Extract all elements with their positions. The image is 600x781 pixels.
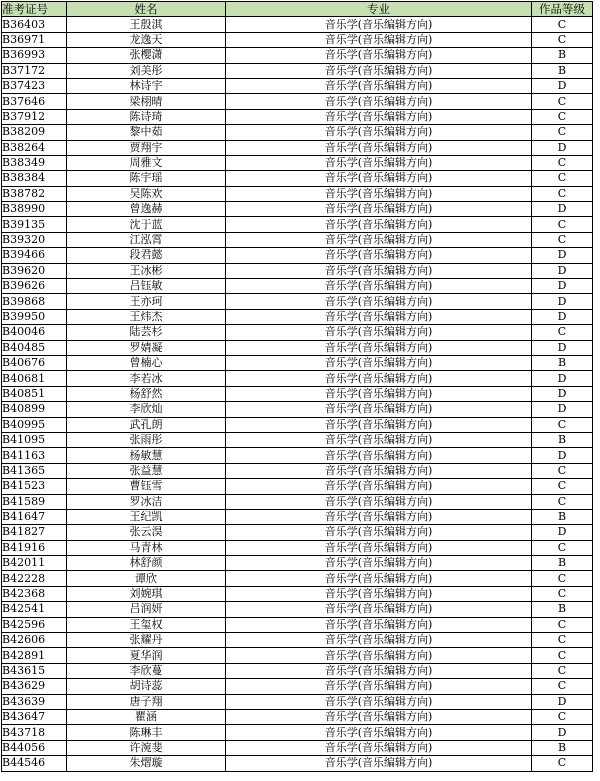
- cell-name: 杨敏慧: [67, 448, 226, 463]
- cell-major: 音乐学(音乐编辑方向): [226, 48, 532, 63]
- cell-name: 张樱潇: [67, 48, 226, 63]
- table-row: [2, 232, 593, 247]
- cell-exam-id: B41589: [2, 494, 67, 509]
- cell-grade: C: [532, 494, 593, 509]
- cell-name: 杨舒然: [67, 386, 226, 401]
- cell-exam-id: B43629: [2, 679, 67, 694]
- cell-name: 曹钰雪: [67, 479, 226, 494]
- cell-name: 吕钰敏: [67, 279, 226, 294]
- cell-exam-id: B38264: [2, 140, 67, 155]
- table-row: [2, 740, 593, 755]
- cell-grade: C: [532, 540, 593, 555]
- cell-major: 音乐学(音乐编辑方向): [226, 340, 532, 355]
- cell-major: 音乐学(音乐编辑方向): [226, 355, 532, 370]
- cell-major: 音乐学(音乐编辑方向): [226, 217, 532, 232]
- cell-exam-id: B38990: [2, 202, 67, 217]
- cell-name: 黎中茹: [67, 125, 226, 140]
- cell-grade: C: [532, 709, 593, 724]
- table-row: [2, 294, 593, 309]
- cell-major: 音乐学(音乐编辑方向): [226, 140, 532, 155]
- cell-major: 音乐学(音乐编辑方向): [226, 63, 532, 78]
- cell-grade: D: [532, 725, 593, 740]
- table-row: [2, 340, 593, 355]
- cell-major: 音乐学(音乐编辑方向): [226, 509, 532, 524]
- cell-exam-id: B42368: [2, 586, 67, 601]
- table-row: [2, 402, 593, 417]
- table-body: [2, 17, 593, 771]
- table-row: [2, 648, 593, 663]
- cell-grade: C: [532, 479, 593, 494]
- cell-exam-id: B39868: [2, 294, 67, 309]
- cell-grade: C: [532, 756, 593, 771]
- cell-exam-id: B39626: [2, 279, 67, 294]
- cell-name: 瞿涵: [67, 709, 226, 724]
- cell-exam-id: B43639: [2, 694, 67, 709]
- cell-name: 陈诗琦: [67, 109, 226, 124]
- cell-exam-id: B36971: [2, 32, 67, 47]
- cell-grade: D: [532, 525, 593, 540]
- cell-major: 音乐学(音乐编辑方向): [226, 109, 532, 124]
- cell-grade: C: [532, 155, 593, 170]
- table-row: [2, 525, 593, 540]
- cell-major: 音乐学(音乐编辑方向): [226, 740, 532, 755]
- cell-exam-id: B39135: [2, 217, 67, 232]
- cell-major: 音乐学(音乐编辑方向): [226, 155, 532, 170]
- cell-grade: D: [532, 248, 593, 263]
- cell-grade: C: [532, 32, 593, 47]
- table-row: [2, 171, 593, 186]
- cell-name: 王纪凯: [67, 509, 226, 524]
- cell-major: 音乐学(音乐编辑方向): [226, 325, 532, 340]
- table-row: [2, 78, 593, 93]
- cell-name: 林舒颜: [67, 556, 226, 571]
- cell-grade: C: [532, 171, 593, 186]
- cell-name: 罗婧凝: [67, 340, 226, 355]
- table-row: [2, 371, 593, 386]
- cell-major: 音乐学(音乐编辑方向): [226, 294, 532, 309]
- cell-grade: C: [532, 325, 593, 340]
- cell-exam-id: B39950: [2, 309, 67, 324]
- results-table: [1, 1, 593, 772]
- table-row: [2, 633, 593, 648]
- cell-name: 武孔朗: [67, 417, 226, 432]
- table-row: [2, 679, 593, 694]
- table-row: [2, 202, 593, 217]
- cell-major: 音乐学(音乐编辑方向): [226, 402, 532, 417]
- header-major: 专业: [226, 2, 532, 17]
- cell-exam-id: B40046: [2, 325, 67, 340]
- cell-grade: B: [532, 63, 593, 78]
- cell-name: 朱熠璇: [67, 756, 226, 771]
- table-row: [2, 248, 593, 263]
- cell-exam-id: B41523: [2, 479, 67, 494]
- cell-major: 音乐学(音乐编辑方向): [226, 586, 532, 601]
- table-row: [2, 725, 593, 740]
- table-row: [2, 309, 593, 324]
- cell-name: 张雨彤: [67, 432, 226, 447]
- cell-exam-id: B39620: [2, 263, 67, 278]
- cell-grade: C: [532, 663, 593, 678]
- cell-major: 音乐学(音乐编辑方向): [226, 617, 532, 632]
- header-grade: 作品等级: [532, 2, 593, 17]
- cell-major: 音乐学(音乐编辑方向): [226, 556, 532, 571]
- cell-major: 音乐学(音乐编辑方向): [226, 494, 532, 509]
- cell-name: 王殷淇: [67, 17, 226, 32]
- cell-exam-id: B40995: [2, 417, 67, 432]
- header-row: [2, 2, 593, 17]
- cell-name: 李欣灿: [67, 402, 226, 417]
- cell-major: 音乐学(音乐编辑方向): [226, 479, 532, 494]
- cell-grade: C: [532, 617, 593, 632]
- cell-name: 夏华润: [67, 648, 226, 663]
- cell-name: 沈于蓝: [67, 217, 226, 232]
- cell-exam-id: B36403: [2, 17, 67, 32]
- cell-grade: B: [532, 432, 593, 447]
- cell-exam-id: B42228: [2, 571, 67, 586]
- table-row: [2, 263, 593, 278]
- cell-major: 音乐学(音乐编辑方向): [226, 248, 532, 263]
- cell-grade: C: [532, 648, 593, 663]
- cell-grade: C: [532, 17, 593, 32]
- cell-exam-id: B42011: [2, 556, 67, 571]
- cell-exam-id: B40681: [2, 371, 67, 386]
- cell-major: 音乐学(音乐编辑方向): [226, 571, 532, 586]
- table-row: [2, 509, 593, 524]
- cell-grade: C: [532, 232, 593, 247]
- cell-grade: C: [532, 633, 593, 648]
- cell-exam-id: B40485: [2, 340, 67, 355]
- table-row: [2, 756, 593, 771]
- cell-grade: C: [532, 217, 593, 232]
- cell-grade: D: [532, 340, 593, 355]
- table-row: [2, 386, 593, 401]
- cell-major: 音乐学(音乐编辑方向): [226, 463, 532, 478]
- cell-exam-id: B38782: [2, 186, 67, 201]
- cell-name: 王冰彬: [67, 263, 226, 278]
- table-row: [2, 17, 593, 32]
- table-header: [2, 2, 593, 17]
- cell-grade: D: [532, 140, 593, 155]
- table-row: [2, 217, 593, 232]
- cell-exam-id: B39320: [2, 232, 67, 247]
- cell-major: 音乐学(音乐编辑方向): [226, 417, 532, 432]
- cell-name: 陈宇瑶: [67, 171, 226, 186]
- cell-name: 贾翔宇: [67, 140, 226, 155]
- table-row: [2, 48, 593, 63]
- cell-grade: B: [532, 509, 593, 524]
- table-row: [2, 63, 593, 78]
- cell-name: 唐子翔: [67, 694, 226, 709]
- cell-grade: D: [532, 202, 593, 217]
- cell-grade: C: [532, 571, 593, 586]
- cell-name: 陈琳丰: [67, 725, 226, 740]
- cell-exam-id: B37423: [2, 78, 67, 93]
- table-row: [2, 448, 593, 463]
- cell-grade: C: [532, 463, 593, 478]
- table-row: [2, 32, 593, 47]
- table-row: [2, 586, 593, 601]
- cell-grade: D: [532, 694, 593, 709]
- cell-name: 林诗宇: [67, 78, 226, 93]
- cell-name: 李若冰: [67, 371, 226, 386]
- cell-exam-id: B42891: [2, 648, 67, 663]
- cell-exam-id: B37172: [2, 63, 67, 78]
- cell-exam-id: B39466: [2, 248, 67, 263]
- table-row: [2, 709, 593, 724]
- header-name: 姓名: [67, 2, 226, 17]
- cell-major: 音乐学(音乐编辑方向): [226, 309, 532, 324]
- cell-name: 张云淏: [67, 525, 226, 540]
- cell-grade: D: [532, 279, 593, 294]
- cell-name: 张耀丹: [67, 633, 226, 648]
- cell-exam-id: B43647: [2, 709, 67, 724]
- cell-grade: D: [532, 78, 593, 93]
- table-row: [2, 186, 593, 201]
- cell-exam-id: B44546: [2, 756, 67, 771]
- cell-grade: B: [532, 48, 593, 63]
- cell-major: 音乐学(音乐编辑方向): [226, 694, 532, 709]
- cell-name: 张益慧: [67, 463, 226, 478]
- cell-grade: D: [532, 448, 593, 463]
- cell-exam-id: B40676: [2, 355, 67, 370]
- table-row: [2, 571, 593, 586]
- cell-grade: D: [532, 309, 593, 324]
- cell-grade: D: [532, 386, 593, 401]
- table-row: [2, 617, 593, 632]
- table-row: [2, 140, 593, 155]
- cell-exam-id: B43718: [2, 725, 67, 740]
- cell-name: 罗冰洁: [67, 494, 226, 509]
- cell-major: 音乐学(音乐编辑方向): [226, 448, 532, 463]
- table-row: [2, 694, 593, 709]
- table-row: [2, 556, 593, 571]
- cell-major: 音乐学(音乐编辑方向): [226, 679, 532, 694]
- cell-name: 陆芸杉: [67, 325, 226, 340]
- cell-major: 音乐学(音乐编辑方向): [226, 525, 532, 540]
- cell-name: 段君懿: [67, 248, 226, 263]
- table-row: [2, 279, 593, 294]
- cell-major: 音乐学(音乐编辑方向): [226, 709, 532, 724]
- cell-exam-id: B38349: [2, 155, 67, 170]
- cell-exam-id: B41163: [2, 448, 67, 463]
- cell-exam-id: B44056: [2, 740, 67, 755]
- cell-name: 王炜杰: [67, 309, 226, 324]
- cell-major: 音乐学(音乐编辑方向): [226, 171, 532, 186]
- cell-major: 音乐学(音乐编辑方向): [226, 78, 532, 93]
- cell-grade: B: [532, 556, 593, 571]
- cell-exam-id: B36993: [2, 48, 67, 63]
- cell-exam-id: B37646: [2, 94, 67, 109]
- cell-name: 马青林: [67, 540, 226, 555]
- cell-name: 周雅文: [67, 155, 226, 170]
- cell-exam-id: B37912: [2, 109, 67, 124]
- cell-exam-id: B41647: [2, 509, 67, 524]
- cell-grade: B: [532, 740, 593, 755]
- cell-name: 吕润妍: [67, 602, 226, 617]
- table-row: [2, 540, 593, 555]
- table-row: [2, 602, 593, 617]
- cell-major: 音乐学(音乐编辑方向): [226, 602, 532, 617]
- cell-grade: D: [532, 294, 593, 309]
- cell-major: 音乐学(音乐编辑方向): [226, 232, 532, 247]
- cell-grade: C: [532, 586, 593, 601]
- cell-name: 梁栩晴: [67, 94, 226, 109]
- cell-name: 王玺权: [67, 617, 226, 632]
- cell-exam-id: B40851: [2, 386, 67, 401]
- cell-major: 音乐学(音乐编辑方向): [226, 648, 532, 663]
- cell-major: 音乐学(音乐编辑方向): [226, 125, 532, 140]
- table-row: [2, 155, 593, 170]
- cell-name: 胡诗蕊: [67, 679, 226, 694]
- cell-exam-id: B41365: [2, 463, 67, 478]
- cell-grade: C: [532, 417, 593, 432]
- cell-name: 曾逸赫: [67, 202, 226, 217]
- cell-exam-id: B41916: [2, 540, 67, 555]
- table-row: [2, 325, 593, 340]
- cell-name: 李欣蔓: [67, 663, 226, 678]
- cell-major: 音乐学(音乐编辑方向): [226, 32, 532, 47]
- cell-exam-id: B41827: [2, 525, 67, 540]
- cell-name: 江泓霄: [67, 232, 226, 247]
- cell-exam-id: B43615: [2, 663, 67, 678]
- cell-grade: C: [532, 109, 593, 124]
- cell-major: 音乐学(音乐编辑方向): [226, 263, 532, 278]
- cell-name: 龙逸天: [67, 32, 226, 47]
- table-row: [2, 94, 593, 109]
- table-row: [2, 417, 593, 432]
- cell-major: 音乐学(音乐编辑方向): [226, 756, 532, 771]
- cell-grade: C: [532, 125, 593, 140]
- cell-major: 音乐学(音乐编辑方向): [226, 540, 532, 555]
- cell-major: 音乐学(音乐编辑方向): [226, 186, 532, 201]
- table-row: [2, 494, 593, 509]
- cell-exam-id: B41095: [2, 432, 67, 447]
- cell-major: 音乐学(音乐编辑方向): [226, 386, 532, 401]
- cell-major: 音乐学(音乐编辑方向): [226, 17, 532, 32]
- table-row: [2, 463, 593, 478]
- cell-exam-id: B42541: [2, 602, 67, 617]
- cell-name: 曾楠心: [67, 355, 226, 370]
- cell-grade: C: [532, 679, 593, 694]
- cell-major: 音乐学(音乐编辑方向): [226, 279, 532, 294]
- cell-exam-id: B42606: [2, 633, 67, 648]
- cell-name: 吴陈欢: [67, 186, 226, 201]
- cell-name: 王亦珂: [67, 294, 226, 309]
- cell-grade: B: [532, 602, 593, 617]
- cell-grade: C: [532, 186, 593, 201]
- table-row: [2, 355, 593, 370]
- cell-major: 音乐学(音乐编辑方向): [226, 202, 532, 217]
- cell-name: 谭欣: [67, 571, 226, 586]
- cell-grade: D: [532, 371, 593, 386]
- cell-grade: D: [532, 263, 593, 278]
- table-row: [2, 125, 593, 140]
- cell-name: 刘美彤: [67, 63, 226, 78]
- cell-exam-id: B40899: [2, 402, 67, 417]
- cell-major: 音乐学(音乐编辑方向): [226, 371, 532, 386]
- table-row: [2, 479, 593, 494]
- cell-major: 音乐学(音乐编辑方向): [226, 432, 532, 447]
- cell-grade: D: [532, 402, 593, 417]
- cell-grade: C: [532, 94, 593, 109]
- cell-major: 音乐学(音乐编辑方向): [226, 633, 532, 648]
- table-row: [2, 432, 593, 447]
- cell-major: 音乐学(音乐编辑方向): [226, 663, 532, 678]
- cell-name: 刘婉琪: [67, 586, 226, 601]
- cell-major: 音乐学(音乐编辑方向): [226, 94, 532, 109]
- cell-name: 许涴斐: [67, 740, 226, 755]
- cell-exam-id: B42596: [2, 617, 67, 632]
- cell-exam-id: B38384: [2, 171, 67, 186]
- table-row: [2, 663, 593, 678]
- table-row: [2, 109, 593, 124]
- cell-exam-id: B38209: [2, 125, 67, 140]
- header-exam-id: 准考证号: [2, 2, 67, 17]
- cell-grade: B: [532, 355, 593, 370]
- cell-major: 音乐学(音乐编辑方向): [226, 725, 532, 740]
